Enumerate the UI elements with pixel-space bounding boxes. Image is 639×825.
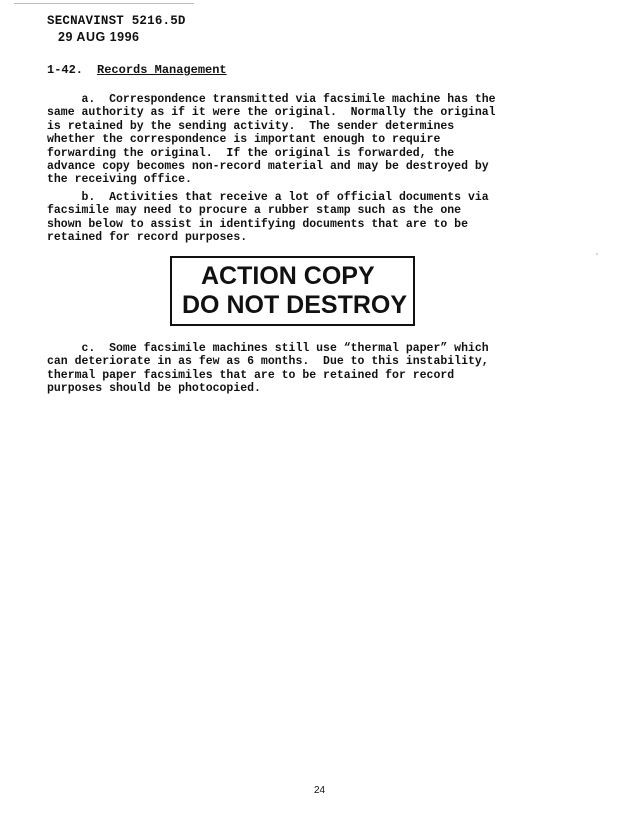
document-code: SECNAVINST 5216.5D <box>47 14 186 28</box>
stamp-line-1: ACTION COPY <box>201 262 375 290</box>
paragraph-c: c. Some facsimile machines still use “thermal paper” which can deteriorate in as few as 6 months. Due to this instability, thermal paper facsimiles that are to be retained for record purposes should be photocopied. <box>47 342 489 396</box>
page-number: 24 <box>313 785 326 796</box>
section-heading <box>47 63 227 77</box>
top-rule <box>14 3 194 4</box>
paragraph-b: b. Activities that receive a lot of official documents via facsimile may need to procure a rubber stamp such as the one shown below to assist in identifying documents that are to be retained for record purposes. <box>47 191 489 245</box>
paragraph-a: a. Correspondence transmitted via facsimile machine has the same authority as if it were the original. Normally the original is retained by the sending activity. The sender determines whether the correspondence is important enough to require forwarding the original. If the original is forwarded, the advance copy becomes non-record material and may be destroyed by the receiving office. <box>47 93 496 187</box>
document-date: 29 AUG 1996 <box>58 30 140 44</box>
stamp-line-2: DO NOT DESTROY <box>182 291 408 319</box>
scan-speck <box>596 253 598 255</box>
section-number: 1-42. <box>47 63 84 77</box>
action-copy-stamp <box>170 256 415 326</box>
section-title: Records Management <box>97 63 227 77</box>
